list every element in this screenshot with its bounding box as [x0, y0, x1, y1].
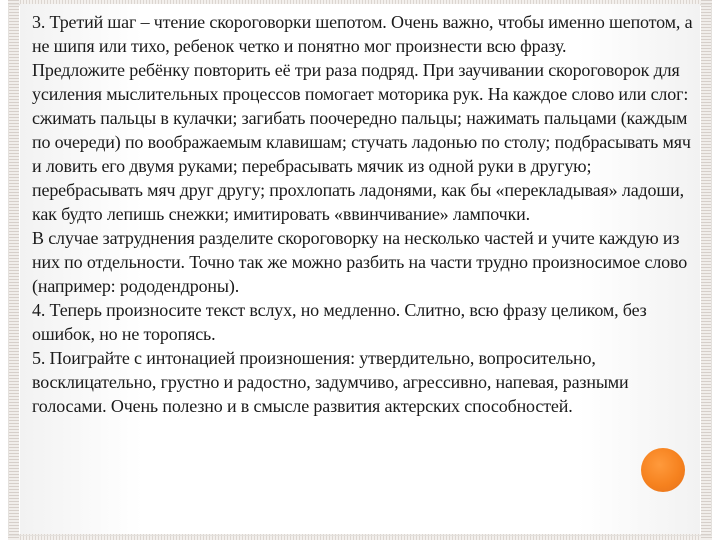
paragraph-step-4: 4. Теперь произносите текст вслух, но медленно. Слитно, всю фразу целиком, без ошибок, но не торопясь. [32, 300, 647, 344]
paragraph-step-5: 5. Поиграйте с интонацией произношения: утвердительно, вопросительно, восклицательно, грустно и радостно, задумчиво, агрессивно, напевая, разными голосами. Очень полезно и в смысле развития актерских способностей. [32, 348, 629, 416]
slide-text-body [32, 10, 700, 418]
paragraph-step-3: 3. Третий шаг – чтение скороговорки шепотом. Очень важно, чтобы именно шепотом, а не шипя или тихо, ребенок четко и понятно мог произнести всю фразу. [32, 12, 693, 56]
orange-circle-decoration [641, 448, 685, 492]
paragraph-split-parts: В случае затруднения разделите скороговорку на несколько частей и учите каждую из них по отдельности. Точно так же можно разбить на части трудно произносимое слово (например: рододендроны). [32, 228, 688, 296]
paragraph-motor-skills: Предложите ребёнку повторить её три раза подряд. При заучивании скороговорок для усиления мыслительных процессов помогает моторика рук. На каждое слово или слог: сжимать пальцы в кулачки; загибать поочередно пальцы; нажимать пальцами (каждым по очереди) по воображаемым клавишам; стучать ладонью по столу; подбрасывать мяч и ловить его двумя руками; перебрасывать мячик из одной руки в другую; перебрасывать мяч друг другу; прохлопать ладонями, как бы «перекладывая» ладоши, как будто лепишь снежки; имитировать «ввинчивание» лампочки. [32, 60, 691, 224]
